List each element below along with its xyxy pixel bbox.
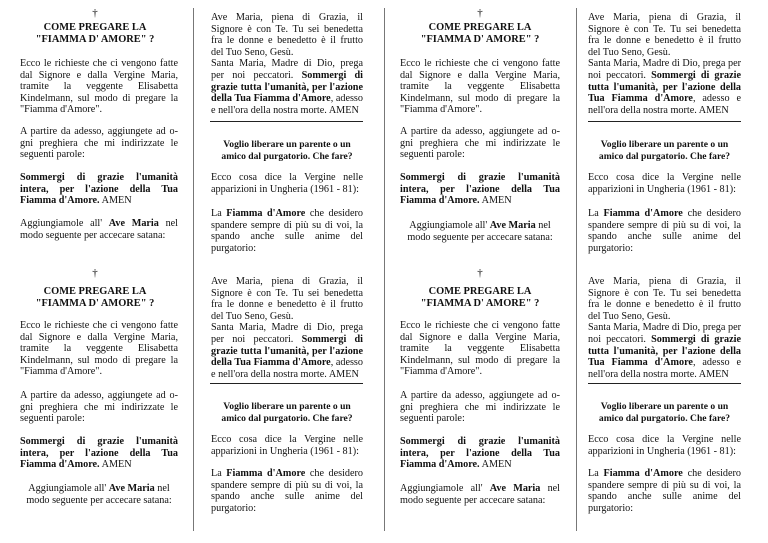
title-line-2: "FIAMMA D' AMORE" ? (35, 34, 155, 45)
invocation-text: Sommergi di grazie l'umanità intera, per l'azione della Tua Fiamma d'Amore. (400, 436, 560, 471)
prayer-text: Ave Maria, piena di Grazia, il Signore è con Te. Tu sei benedetta fra le donne e benedetto è il frutto del Tuo Seno, Gesù. (211, 12, 363, 58)
intro-paragraph: Ecco le richieste che ci vengono fatte dal Signore e dalla Vergine Maria, tramite la veggente Elisabetta Kindelmann, sul modo di pregare la "Fiamma d'Amore". (20, 58, 178, 116)
amen-text: AMEN (101, 459, 132, 471)
prayer-text: Ave Maria, piena di Grazia, il Signore è con Te. Tu sei benedetta fra le donne e benedetto è il frutto del Tuo Seno, Gesù. (211, 276, 363, 322)
card-title (15, 22, 175, 46)
ave-maria-prayer (211, 12, 363, 116)
title-line-1: COME PREGARE LA (43, 22, 147, 33)
purgatory-question: Voglio liberare un parente o un amico dal purgatorio. Che fare? (598, 139, 731, 162)
title-line-1: COME PREGARE LA (43, 286, 147, 297)
fiamma-paragraph (211, 208, 363, 254)
ave-maria-label: Ave Maria (489, 220, 536, 231)
instruction-text: nel modo seguente per accecare satana: (407, 220, 553, 243)
prayer-text: , adesso e nell'ora della nostra morte. AMEN (211, 93, 363, 116)
instruction-text: nel modo seguente per accecare satana: (400, 483, 561, 506)
fiamma-text: che desidero spandere sempre di più su di voi, la spando anche sulle anime del purgatorio: (211, 208, 364, 254)
purgatory-question: Voglio liberare un parente o un amico dal purgatorio. Che fare? (221, 139, 353, 162)
ave-maria-label: Ave Maria (108, 218, 159, 229)
card-title (15, 286, 175, 310)
invocation-text: Sommergi di grazie l'umanità intera, per l'azione della Tua Fiamma d'Amore. (20, 436, 178, 471)
separator-line (588, 121, 741, 122)
fiamma-text: che desidero spandere sempre di più su di voi, la spando anche sulle anime del purgatorio: (211, 468, 364, 514)
prayer-text: Santa Maria, Madre di Dio, prega per noi peccatori. (211, 58, 363, 81)
separator-line (588, 383, 741, 384)
ave-maria-instruction (400, 483, 560, 506)
prayer-text: , adesso e nell'ora della nostra morte. AMEN (211, 357, 363, 380)
instruction-text: Aggiungiamole all' (400, 483, 483, 494)
prayer-invocation (400, 436, 560, 471)
prayer-text: Ave Maria, piena di Grazia, il Signore è con Te. Tu sei benedetta fra le donne e benedetto è il frutto del Tuo Seno, Gesù. (588, 12, 741, 58)
ave-maria-label: Ave Maria (489, 483, 541, 494)
cross-symbol: † (477, 7, 483, 19)
amen-text: AMEN (481, 459, 512, 471)
fiamma-text: La (588, 468, 599, 479)
prayer-invocation (400, 172, 560, 207)
prayer-text: , adesso e nell'ora della nostra morte. AMEN (588, 93, 742, 116)
fiamma-text: che desidero spandere sempre di più su di voi, la spando anche sulle anime del purgatorio: (588, 468, 742, 514)
prayer-invocation (20, 436, 178, 471)
fiamma-paragraph (211, 468, 363, 514)
fiamma-paragraph (588, 208, 741, 254)
prayer-text: Ave Maria, piena di Grazia, il Signore è con Te. Tu sei benedetta fra le donne e benedetto è il frutto del Tuo Seno, Gesù. (588, 276, 741, 322)
ave-maria-prayer (588, 276, 741, 380)
prayer-text: , adesso e nell'ora della nostra morte. AMEN (588, 357, 742, 380)
apparitions-paragraph: Ecco cosa dice la Vergine nelle apparizioni in Ungheria (1961 - 81): (211, 434, 363, 457)
instruction-paragraph: A partire da adesso, aggiungete ad o-gni preghiera che mi indirizzate le seguenti parole: (400, 126, 560, 161)
cross-symbol: † (92, 267, 98, 279)
cross-symbol: † (92, 7, 98, 19)
prayer-text: Santa Maria, Madre di Dio, prega per noi peccatori. (211, 322, 363, 345)
apparitions-paragraph: Ecco cosa dice la Vergine nelle apparizioni in Ungheria (1961 - 81): (211, 172, 363, 195)
invocation-text: Sommergi di grazie l'umanità intera, per l'azione della Tua Fiamma d'Amore. (20, 172, 178, 207)
intro-paragraph: Ecco le richieste che ci vengono fatte dal Signore e dalla Vergine Maria, tramite la veggente Elisabetta Kindelmann, sul modo di pregare la "Fiamma d'Amore". (400, 320, 560, 378)
column-divider (193, 8, 194, 531)
invocation-text: Sommergi di grazie l'umanità intera, per l'azione della Tua Fiamma d'Amore. (400, 172, 560, 207)
fiamma-paragraph (588, 468, 741, 514)
apparitions-paragraph: Ecco cosa dice la Vergine nelle apparizioni in Ungheria (1961 - 81): (588, 172, 741, 195)
title-line-2: "FIAMMA D' AMORE" ? (420, 298, 540, 309)
title-line-2: "FIAMMA D' AMORE" ? (420, 34, 540, 45)
prayer-bold-text: Sommergi di grazie tutta l'umanità, per l'azione della Tua Fiamma d'Amore (588, 69, 741, 105)
ave-maria-instruction (400, 220, 560, 243)
title-line-1: COME PREGARE LA (428, 286, 532, 297)
instruction-paragraph: A partire da adesso, aggiungete ad o-gni preghiera che mi indirizzate le seguenti parole: (20, 390, 178, 425)
apparitions-paragraph: Ecco cosa dice la Vergine nelle apparizioni in Ungheria (1961 - 81): (588, 434, 741, 457)
separator-line (210, 121, 363, 122)
fiamma-text: La (211, 208, 222, 219)
card-title (400, 22, 560, 46)
prayer-bold-text: Sommergi di grazie tutta l'umanità, per l'azione della Tua Fiamma d'Amore (588, 333, 741, 369)
fiamma-text: che desidero spandere sempre di più su di voi, la spando anche sulle anime del purgatorio: (588, 208, 742, 254)
instruction-text: Aggiungiamole all' (409, 220, 488, 231)
instruction-paragraph: A partire da adesso, aggiungete ad o-gni preghiera che mi indirizzate le seguenti parole: (400, 390, 560, 425)
ave-maria-prayer (211, 276, 363, 380)
fiamma-label: Fiamma d'Amore (603, 208, 683, 219)
intro-paragraph: Ecco le richieste che ci vengono fatte dal Signore e dalla Vergine Maria, tramite la veggente Elisabetta Kindelmann, sul modo di pregare la "Fiamma d'Amore". (20, 320, 178, 378)
title-line-2: "FIAMMA D' AMORE" ? (35, 298, 155, 309)
fiamma-label: Fiamma d'Amore (226, 468, 306, 479)
separator-line (210, 383, 363, 384)
fiamma-text: La (211, 468, 222, 479)
fiamma-text: La (588, 208, 599, 219)
cross-symbol: † (477, 267, 483, 279)
purgatory-question: Voglio liberare un parente o un amico dal purgatorio. Che fare? (598, 401, 731, 424)
ave-maria-prayer (588, 12, 741, 116)
prayer-text: Santa Maria, Madre di Dio, prega per noi peccatori. (588, 322, 741, 345)
ave-maria-instruction (20, 218, 178, 241)
column-divider (576, 8, 577, 531)
amen-text: AMEN (481, 195, 512, 207)
instruction-paragraph: A partire da adesso, aggiungete ad o-gni preghiera che mi indirizzate le seguenti parole: (20, 126, 178, 161)
instruction-text: nel modo seguente per accecare satana: (20, 218, 179, 241)
instruction-text: Aggiungiamole all' (20, 218, 103, 229)
ave-maria-instruction (20, 483, 178, 506)
column-divider (384, 8, 385, 531)
instruction-text: Aggiungiamole all' (28, 483, 107, 494)
purgatory-question: Voglio liberare un parente o un amico dal purgatorio. Che fare? (221, 401, 353, 424)
prayer-invocation (20, 172, 178, 207)
amen-text: AMEN (101, 195, 132, 207)
prayer-text: Santa Maria, Madre di Dio, prega per noi peccatori. (588, 58, 741, 81)
fiamma-label: Fiamma d'Amore (226, 208, 306, 219)
title-line-1: COME PREGARE LA (428, 22, 532, 33)
card-title (400, 286, 560, 310)
instruction-text: nel modo seguente per accecare satana: (26, 483, 172, 506)
intro-paragraph: Ecco le richieste che ci vengono fatte dal Signore e dalla Vergine Maria, tramite la veggente Elisabetta Kindelmann, sul modo di pregare la "Fiamma d'Amore". (400, 58, 560, 116)
prayer-bold-text: Sommergi di grazie tutta l'umanità, per l'azione della Tua Fiamma d'Amore (211, 333, 364, 369)
prayer-bold-text: Sommergi di grazie tutta l'umanità, per l'azione della Tua Fiamma d'Amore (211, 69, 364, 105)
fiamma-label: Fiamma d'Amore (603, 468, 683, 479)
ave-maria-label: Ave Maria (108, 483, 155, 494)
